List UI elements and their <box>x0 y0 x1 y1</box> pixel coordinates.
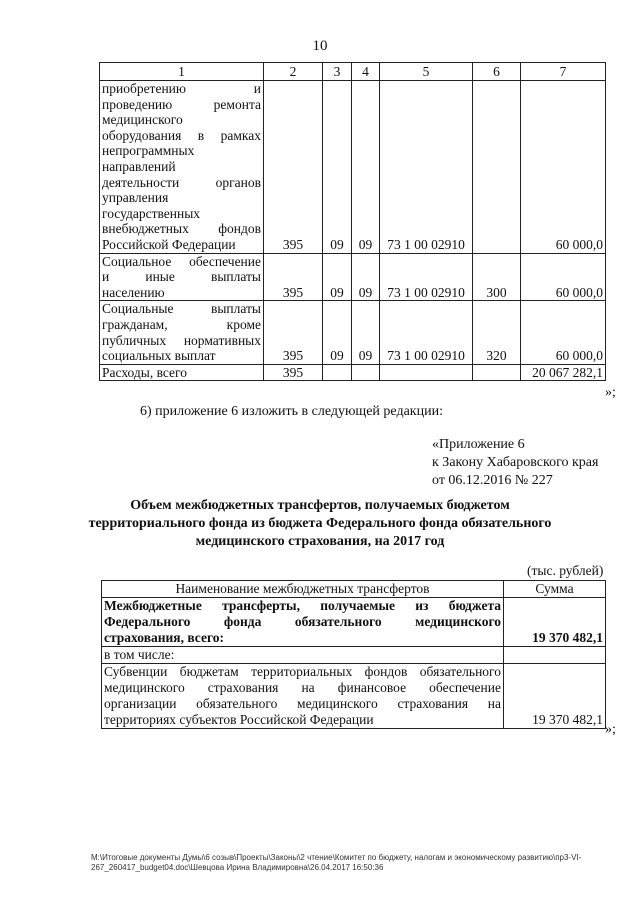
name-line: Межбюджетные трансферты, получаемые из бюджета <box>104 598 501 613</box>
expenditure-table <box>99 62 606 381</box>
name-line: деятельности органов <box>102 174 261 190</box>
name-line: непрограммных <box>102 143 195 159</box>
row-name <box>102 598 504 647</box>
target-article-cell <box>380 364 473 381</box>
name-line: оборудования в рамках <box>102 127 261 143</box>
table-row <box>102 664 606 729</box>
row-name <box>102 664 504 729</box>
header-cell: 5 <box>380 63 473 81</box>
name-line: Социальные выплаты <box>102 301 261 317</box>
subsection-cell: 09 <box>352 301 380 364</box>
name-line: организации обязательного медицинского страхования на <box>104 696 501 711</box>
section-cell: 09 <box>323 301 352 364</box>
header-cell: 2 <box>264 63 323 81</box>
table2-closing-quote: »; <box>605 722 616 737</box>
units-label: (тыс. рублей) <box>527 563 604 578</box>
name-line: Субвенции бюджетам территориальных фондов обязательного <box>104 664 501 679</box>
name-line: Российской Федерации <box>102 236 236 252</box>
expense-type-cell <box>473 81 521 254</box>
appendix-line: «Приложение 6 <box>432 437 525 452</box>
target-article-cell: 73 1 00 02910 <box>380 253 473 301</box>
target-article-cell: 73 1 00 02910 <box>380 81 473 254</box>
title-line: территориального фонда из бюджета Федерального фонда обязательного <box>88 516 552 531</box>
header-cell: 3 <box>323 63 352 81</box>
document-title <box>0 497 640 551</box>
name-line: территориях субъектов Российской Федерации <box>104 712 374 727</box>
name-line: гражданам, кроме <box>102 316 261 332</box>
section-cell: 09 <box>323 81 352 254</box>
code-cell: 395 <box>264 301 323 364</box>
name-line: и иные выплаты <box>102 269 261 285</box>
file-path-footer: M:\Итоговые документы Думы\6 созыв\Проекты\Законы\2 чтение\Комитет по бюджету, налогам и экономическому развитию\пр3-VI-267_260417_budget04.doc\Шевцова Ирина Владимировна\26.04.2017 16:50:36 <box>91 853 582 872</box>
amount-cell: 60 000,0 <box>521 301 606 364</box>
code-cell: 395 <box>264 81 323 254</box>
header-cell: 7 <box>521 63 606 81</box>
title-line: медицинского страхования, на 2017 год <box>195 534 445 549</box>
title-line: Объем межбюджетных трансфертов, получаемых бюджетом <box>130 498 510 513</box>
expense-type-cell: 320 <box>473 301 521 364</box>
header-cell: Сумма <box>504 581 606 598</box>
table-row <box>100 81 606 254</box>
appendix-heading <box>432 436 598 490</box>
name-line: населению <box>102 284 165 300</box>
section-cell: 09 <box>323 253 352 301</box>
table-header-row <box>102 581 606 598</box>
header-cell: 1 <box>100 63 264 81</box>
transfers-table <box>101 580 606 729</box>
subsection-cell: 09 <box>352 81 380 254</box>
header-cell: Наименование межбюджетных трансфертов <box>102 581 504 598</box>
amount-cell <box>504 647 606 664</box>
table-header-row <box>100 63 606 81</box>
name-line: управления <box>102 190 169 206</box>
name-line: социальных выплат <box>102 348 216 364</box>
amount-cell: 60 000,0 <box>521 253 606 301</box>
amendment-item: 6) приложение 6 изложить в следующей редакции: <box>140 404 443 419</box>
name-line: страхования, всего: <box>104 630 224 645</box>
table-row <box>100 301 606 364</box>
row-name <box>100 81 264 254</box>
name-line: Социальное обеспечение <box>102 253 261 269</box>
name-line: внебюджетных фондов <box>102 221 261 237</box>
table-row <box>100 253 606 301</box>
table1-closing-quote: »; <box>605 385 616 400</box>
name-line: Федерального фонда обязательного медицинского <box>104 614 501 629</box>
header-cell: 6 <box>473 63 521 81</box>
expense-type-cell <box>473 364 521 381</box>
amount-cell: 20 067 282,1 <box>521 364 606 381</box>
amount-cell: 19 370 482,1 <box>504 598 606 647</box>
code-cell: 395 <box>264 364 323 381</box>
appendix-line: от 06.12.2016 № 227 <box>432 473 553 488</box>
table-row <box>102 598 606 647</box>
subsection-cell: 09 <box>352 253 380 301</box>
row-name: в том числе: <box>102 647 504 664</box>
amount-cell: 19 370 482,1 <box>504 664 606 729</box>
name-line: государственных <box>102 205 201 221</box>
amount-cell: 60 000,0 <box>521 81 606 254</box>
target-article-cell: 73 1 00 02910 <box>380 301 473 364</box>
code-cell: 395 <box>264 253 323 301</box>
name-line: направлений <box>102 158 176 174</box>
row-name <box>100 301 264 364</box>
name-line: публичных нормативных <box>102 332 261 348</box>
name-line: проведению ремонта <box>102 96 261 112</box>
expense-type-cell: 300 <box>473 253 521 301</box>
table-row <box>102 647 606 664</box>
name-line: медицинского страхования на финансовое обеспечение <box>104 680 501 695</box>
row-name <box>100 253 264 301</box>
section-cell <box>323 364 352 381</box>
name-line: приобретению и <box>102 81 261 96</box>
total-row <box>100 364 606 381</box>
row-name: Расходы, всего <box>100 364 264 381</box>
name-line: медицинского <box>102 112 183 128</box>
page-number: 10 <box>312 38 328 54</box>
header-cell: 4 <box>352 63 380 81</box>
subsection-cell <box>352 364 380 381</box>
appendix-line: к Закону Хабаровского края <box>432 455 599 470</box>
